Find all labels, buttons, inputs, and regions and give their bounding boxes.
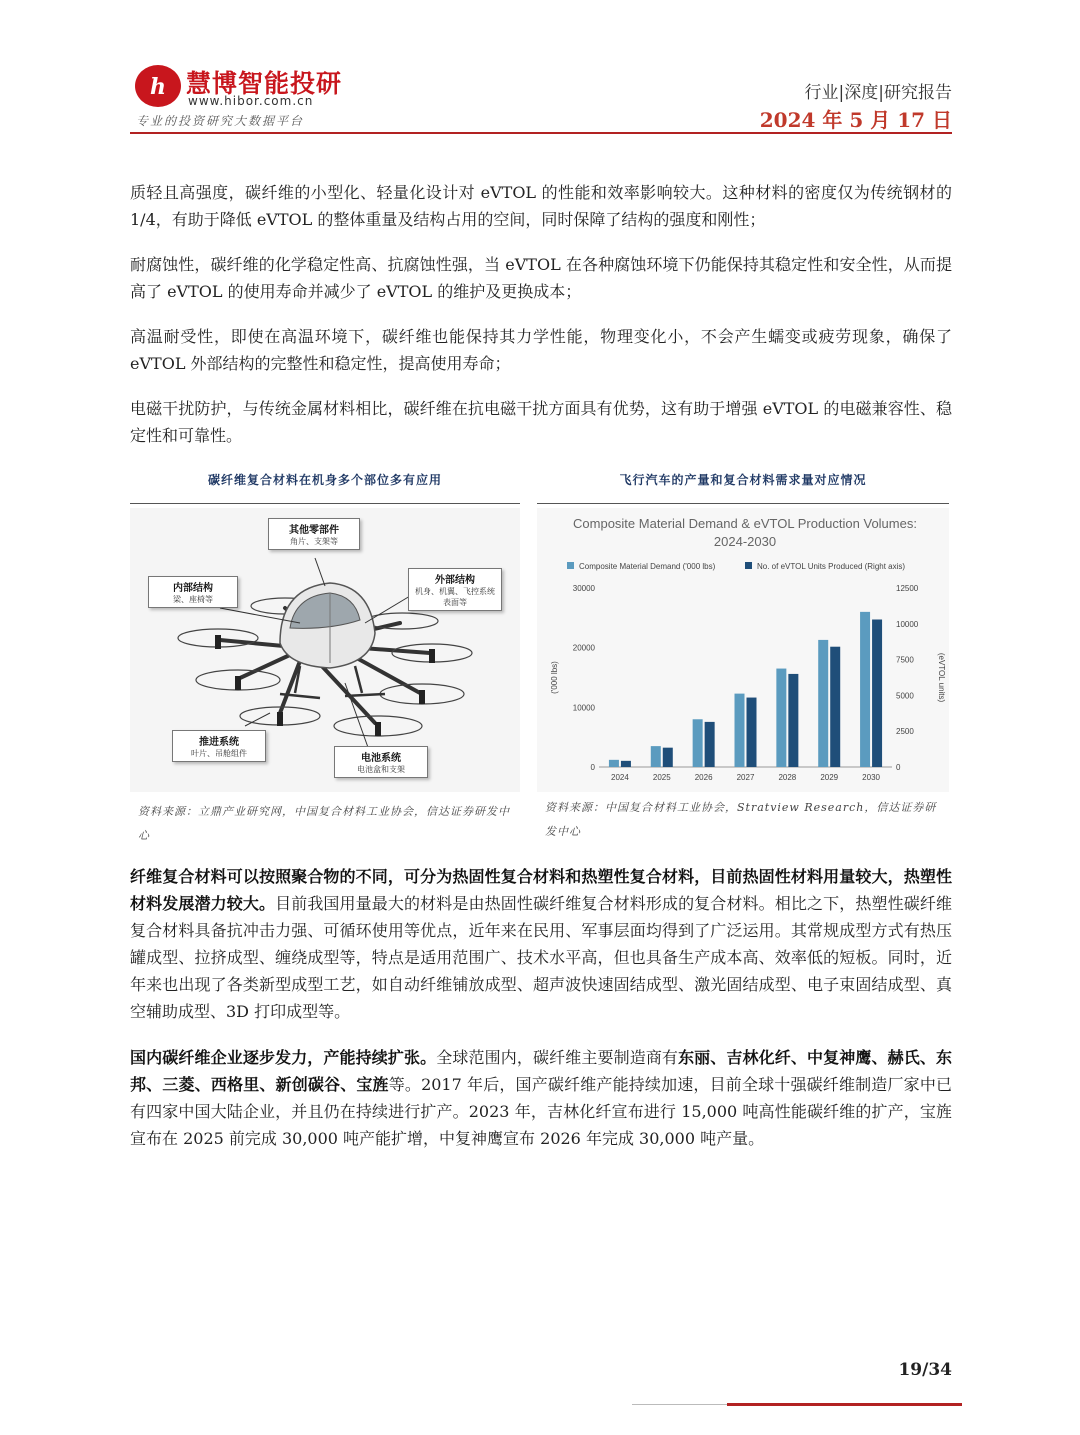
x-tick-label: 2025 [652,773,671,782]
paragraph-heat: 高温耐受性，即使在高温环境下，碳纤维也能保持其力学性能，物理变化小，不会产生蠕变或疲劳现象，确保了 eVTOL 外部结构的完整性和稳定性，提高使用寿命； [130,327,952,373]
svg-text:h: h [150,74,166,100]
report-type: 行业|深度|研究报告 [804,83,952,103]
callout-sub: 梁、座椅等 [173,595,213,604]
callout-battery [334,746,428,778]
chart-bar [663,748,673,767]
page-header [130,62,952,134]
y2-tick-label: 0 [896,763,901,772]
paragraph-composites-bold: 纤维复合材料可以按照聚合物的不同，可分为热固性复合材料和热塑性复合材料，目前热固性材料用量较大，热塑性材料发展潜力较大。 [130,867,952,913]
chart-bar [735,694,745,767]
callout-title: 其他零部件 [289,525,339,536]
logo-slogan: 专业的投资研究大数据平台 [136,114,305,128]
chart-bar [830,647,840,767]
chart-bar [621,761,631,767]
callout-other-parts [268,518,360,550]
figure-right-rule [537,503,949,504]
y2-tick-label: 12500 [896,584,919,593]
x-tick-label: 2030 [862,773,880,782]
chart-title-line1: Composite Material Demand & eVTOL Production Volumes: [573,516,917,531]
y-tick-label: 20000 [572,643,595,653]
y2-tick-label: 10000 [896,619,919,629]
x-tick-label: 2029 [820,773,839,782]
chart-bar [872,620,882,767]
chart-bar [776,669,786,767]
y2-tick-label: 2500 [896,727,914,737]
y2-tick-label: 7500 [896,655,914,665]
callout-internal-structure [148,576,238,608]
chart-bar [693,719,703,767]
logo-name: 慧博智能投研 [186,69,343,98]
callout-title: 推进系统 [199,737,239,748]
chart-bar [860,612,870,767]
y-tick-label: 10000 [572,703,595,713]
paragraph-domestic-text1: 全球范围内，碳纤维主要制造商有 [436,1048,679,1067]
callout-sub: 角片、支架等 [290,537,338,546]
chart-bar [651,746,661,767]
callout-title: 外部结构 [435,575,475,586]
callout-title: 电池系统 [361,753,401,764]
hibor-logo-icon [134,64,182,108]
callout-external-structure [408,568,502,611]
figure-left-source: 资料来源：立鼎产业研究网，中国复合材料工业协会，信达证券研发中心 [138,805,510,842]
figure-right-title: 飞行汽车的产量和复合材料需求量对应情况 [619,473,867,487]
footer-divider [632,1403,962,1406]
paragraph-composites [130,863,952,1025]
figure-right-source: 资料来源：中国复合材料工业协会，Stratview Research，信达证券研发中心 [545,801,937,838]
figure-left-rule [130,503,520,504]
chart-bar [747,698,757,767]
legend-label: Composite Material Demand ('000 lbs) [579,562,716,571]
production-demand-chart [537,508,949,792]
chart-bar [788,674,798,767]
y-axis-label: ('000 lbs) [550,661,559,694]
paragraph-composites-text: 目前我国用量最大的材料是由热固性碳纤维复合材料形成的复合材料。相比之下，热塑性碳纤维复合材料具备抗冲击力强、可循环使用等优点，近年来在民用、军事层面均得到了广泛运用。其常规成型方式有热压罐成型、拉挤成型、缠绕成型等，特点是适用范围广、技术水平高，但也具备生产成本高、效率低的短板。同时，近年来也出现了各类新型成型工艺，如自动纤维铺放成型、超声波快速固结成型、激光固结成型、电子束固结成型、真空辅助成型、3D 打印成型等。 [130,894,952,1021]
paragraph-corrosion: 耐腐蚀性，碳纤维的化学稳定性高、抗腐蚀性强，当 eVTOL 在各种腐蚀环境下仍能保持其稳定性和安全性，从而提高了 eVTOL 的使用寿命并减少了 eVTOL 的维护及更换成本； [130,255,952,301]
callout-sub: 电池盒和支架 [357,765,405,774]
callout-sub: 叶片、吊舱组件 [191,749,247,758]
legend-label: No. of eVTOL Units Produced (Right axis) [757,562,906,571]
chart-title-line2: 2024-2030 [713,534,777,549]
legend-swatch [745,562,752,569]
paragraph-domestic-makers: 东丽、吉林化纤、中复神鹰、赫氏、东邦、三菱、西格里、新创碳谷、宝旌 [130,1048,952,1094]
paragraph-domestic-capacity [130,1044,952,1152]
x-tick-label: 2028 [778,773,797,782]
chart-bar [705,722,715,767]
header-divider [130,132,952,134]
paragraph-domestic-text2: 等。2017 年后，国产碳纤维产能持续加速，目前全球十强碳纤维制造厂家中已有四家中国大陆企业，并且仍在持续进行扩产。2023 年，吉林化纤宣布进行 15,000 吨高性能碳纤维的扩产，宝旌宣布在 2025 前完成 30,000 吨产能扩增，中复神鹰宣布 2026 年完成 30,000 吨产量。 [130,1075,952,1148]
x-tick-label: 2024 [611,773,629,782]
paragraph-emi: 电磁干扰防护，与传统金属材料相比，碳纤维在抗电磁干扰方面具有优势，这有助于增强 eVTOL 的电磁兼容性、稳定性和可靠性。 [130,399,952,445]
y2-axis-label: (eVTOL units) [937,652,946,703]
chart-bar [609,760,619,767]
logo-url: www.hibor.com.cn [188,94,314,108]
paragraph-lightweight: 质轻且高强度，碳纤维的小型化、轻量化设计对 eVTOL 的性能和效率影响较大。这种材料的密度仅为传统钢材的 1/4，有助于降低 eVTOL 的整体重量及结构占用的空间，同时保障了结构的强度和刚性； [130,183,952,229]
y-tick-label: 30000 [572,584,595,593]
callout-sub: 机身、机翼、飞控系统表面等 [415,587,495,607]
x-tick-label: 2027 [736,773,755,782]
y2-tick-label: 5000 [896,691,914,701]
callout-title: 内部结构 [173,583,213,594]
legend-swatch [567,562,574,569]
figure-left-title: 碳纤维复合材料在机身多个部位多有应用 [207,473,442,487]
y-tick-label: 0 [590,763,595,772]
callout-propulsion [172,730,266,762]
paragraph-domestic-bold: 国内碳纤维企业逐步发力，产能持续扩张。 [130,1048,437,1067]
page-number: 19/34 [898,1360,952,1380]
report-date: 2024 年 5 月 17 日 [759,108,952,132]
x-tick-label: 2026 [694,773,713,782]
chart-bar [818,640,828,767]
